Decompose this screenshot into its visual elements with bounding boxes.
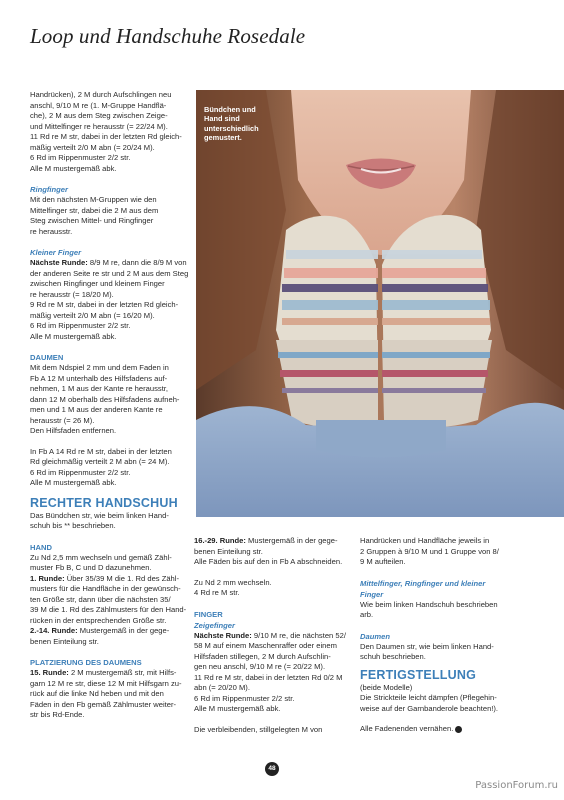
heading-daumen-rechts: Daumen (360, 631, 390, 641)
text-line: schuh beschrieben. (360, 652, 426, 661)
text-line: 6 Rd im Rippenmuster 2/2 str. (30, 153, 131, 162)
text-line: Steg zwischen Mittel- und Ringfinger (30, 216, 154, 225)
text-line: Den Daumen str, wie beim linken Hand- (360, 641, 494, 651)
daumen-text (30, 363, 190, 437)
text-line: Den Hilfsfaden entfernen. (30, 426, 117, 435)
text-line: weise auf der Garnbanderole beachten!). (360, 703, 499, 713)
page-title: Loop und Handschuhe Rosedale (30, 24, 306, 48)
text-line: abn (= 20/20 M). (194, 683, 250, 692)
text-line: 6 Rd im Rippenmuster 2/2 str. (30, 467, 131, 477)
text-line: anschl, 9/10 M re (1. M-Gruppe Handflä- (30, 100, 167, 110)
text-line: Die Strickteile leicht dämpfen (Pflegehin- (360, 693, 497, 702)
runde-1-text (30, 584, 190, 626)
text-line: che), 2 M aus dem Steg zwischen Zeige- (30, 111, 168, 120)
text-line: garn 12 M re str, diese 12 M mit Hilfsgarn zu- (30, 678, 182, 688)
intro-text (30, 90, 190, 174)
rechter-handschuh-text (30, 511, 190, 532)
text-line: rück auf die linke Nd heben und mit den (30, 689, 164, 698)
text-line: Alle M mustergemäß abk. (30, 478, 117, 487)
text-line: arb. (360, 610, 374, 619)
text-line: Finger (360, 589, 384, 599)
text-line: Mittelfinger str, dabei die 2 M aus dem (30, 205, 159, 215)
text-line: re herausstr (= 18/20 M). (30, 289, 114, 299)
text-line: 9 Rd re M str, dabei in der letzten Rd gleich- (30, 300, 179, 309)
fadenenden-text: Alle Fadenenden vernähen. (360, 724, 530, 735)
text-line: str bis Rd-Ende. (30, 710, 85, 719)
text-line: nehmen, 1 M aus der Kante re herausstr, (30, 384, 169, 393)
text-line: gemustert. (204, 133, 242, 143)
gruppen-text (360, 536, 530, 568)
text-line: 6 Rd im Rippenmuster 2/2 str. (194, 693, 295, 703)
heading-hand: HAND (30, 542, 52, 552)
text-line: Zu Nd 2 mm wechseln. (194, 577, 272, 587)
text-line: gen neu anschl, 9/10 M re (= 20/22 M). (194, 662, 326, 671)
mittel-ring-kleiner-text (360, 600, 530, 621)
column-middle (194, 536, 356, 735)
runde-16-29-first-line: 16.-29. Runde: Mustergemäß in der gege- (194, 536, 338, 545)
text-line: Handrücken), 2 M durch Aufschlingen neu (30, 90, 172, 99)
text-line: mäßig verteilt 2/0 M abn (= 16/20 M). (30, 310, 155, 320)
text-line: musters für die Handfläche in der gewünsch- (30, 584, 181, 593)
page-number: 48 (265, 762, 279, 776)
text-line: men und 1 M aus der anderen Kante re (30, 405, 163, 414)
text-line: 4 Rd re M str. (194, 588, 240, 597)
text-line: 9 M aufteilen. (360, 557, 406, 566)
heading-finger: FINGER (194, 609, 223, 619)
text-line: schuh bis ** beschrieben. (30, 521, 116, 530)
nadel-wechsel-text (194, 578, 356, 599)
runde-2-14-text (30, 637, 190, 648)
text-line: und Mittelfinger re herausstr (= 22/24 M). (30, 121, 168, 131)
kleiner-finger-first-line: Nächste Runde: 8/9 M re, dann die 8/9 M von (30, 258, 187, 267)
heading-platzierung-daumen: PLATZIERUNG DES DAUMENS (30, 658, 142, 667)
heading-kleiner-finger: Kleiner Finger (30, 248, 82, 257)
heading-zeigefinger: Zeigefinger (194, 620, 235, 630)
text-line: benen Einteilung str. (194, 546, 263, 556)
column-left (30, 90, 190, 721)
text-line: Fb A 12 M unterhalb des Hilfsfadens auf- (30, 373, 168, 383)
text-line: rücken in der entsprechenden Größe str. (30, 615, 167, 625)
text-line: Handrücken und Handfläche jeweils in (360, 536, 490, 545)
zeigefinger-text (194, 641, 356, 715)
heading-mittel-ring-kleiner (360, 578, 530, 600)
text-line: 11 Rd re M str, dabei in der letzten Rd 0/2 M (194, 672, 343, 682)
text-line: benen Einteilung str. (30, 636, 99, 646)
photo-knitted-mittens (196, 90, 564, 517)
text-line: Wie beim linken Handschuh beschrieben (360, 599, 498, 609)
daumen-rechts-text (360, 642, 530, 663)
text-line: Alle M mustergemäß abk. (30, 331, 117, 341)
text-line: 2 Gruppen à 9/10 M und 1 Gruppe von 8/ (360, 546, 499, 556)
text-line: der anderen Seite re str und 2 M aus dem Steg (30, 268, 189, 278)
text-line: herausstr (= 26 M). (30, 415, 95, 425)
text-line: dann 12 M oberhalb des Hilfsfadens aufneh- (30, 394, 180, 404)
end-mark-icon (455, 726, 462, 733)
text-line: re herausstr. (30, 226, 73, 236)
text-line: 58 M auf einem Maschenraffer oder einem (194, 641, 337, 650)
runde-15-first-line: 15. Runde: 2 M mustergemäß str, mit Hilfs- (30, 668, 177, 677)
zeigefinger-first-line: Nächste Runde: 9/10 M re, die nächsten 52/ (194, 630, 346, 640)
text-line: Fäden in den Fb gemäß Zählmuster weiter- (30, 699, 177, 709)
text-line: 11 Rd re M str, dabei in der letzten Rd gleich- (30, 132, 182, 141)
text-line: Hand sind (204, 114, 240, 124)
text-line: muster Fb B, C und D dazunehmen. (30, 563, 152, 572)
text-line: Alle Fäden bis auf den in Fb A abschneiden. (194, 557, 343, 566)
ringfinger-text (30, 195, 190, 237)
text-line: 39 M die 1. Rd des Zählmusters für den Hand- (30, 605, 187, 614)
text-line: Alle M mustergemäß abk. (194, 704, 281, 713)
text-line: Mittelfinger, Ringfinger und kleiner (360, 578, 486, 588)
text-line: 6 Rd im Rippenmuster 2/2 str. (30, 321, 131, 330)
column-right (360, 536, 530, 735)
text-line: Alle M mustergemäß abk. (30, 163, 117, 173)
heading-rechter-handschuh: RECHTER HANDSCHUH (30, 495, 178, 510)
daumen-text-2 (30, 447, 190, 489)
runde-15-text (30, 679, 190, 721)
hand-text (30, 553, 190, 574)
kleiner-finger-text (30, 269, 190, 343)
text-line: Hilfsfaden stillegen, 2 M durch Aufschlin- (194, 651, 331, 661)
text-line: Mit dem Ndspiel 2 mm und dem Faden in (30, 363, 169, 372)
text-line: ten Größe str, dann über die nächsten 35/ (30, 594, 171, 604)
runde-1-first-line: 1. Runde: Über 35/39 M die 1. Rd des Zähl- (30, 573, 179, 583)
text-line: zwischen Ringfinger und kleinem Finger (30, 279, 165, 288)
text-line: In Fb A 14 Rd re M str, dabei in der letzten (30, 446, 172, 456)
text-line: Das Bündchen str, wie beim linken Hand- (30, 510, 169, 520)
text-line: mäßig verteilt 2/0 M abn (= 20/24 M). (30, 142, 155, 152)
runde-16-29-text (194, 547, 356, 568)
photo-caption (204, 105, 259, 143)
text-line: Bündchen und (204, 105, 256, 114)
fertigstellung-sub: (beide Modelle) (360, 682, 413, 692)
verbleibende-text: Die verbleibenden, stillgelegten M von (194, 724, 323, 734)
fertigstellung-text (360, 693, 530, 714)
text-line: Mit den nächsten M-Gruppen wie den (30, 195, 157, 204)
text-line: Rd gleichmäßig verteilt 2 M abn (= 24 M). (30, 457, 170, 466)
runde-2-14-first-line: 2.-14. Runde: Mustergemäß in der gege- (30, 626, 170, 635)
text-line: unterschiedlich (204, 123, 259, 133)
heading-ringfinger: Ringfinger (30, 185, 68, 194)
watermark: PassionForum.ru (475, 780, 558, 791)
text-line: Zu Nd 2,5 mm wechseln und gemäß Zähl- (30, 552, 172, 562)
heading-daumen: DAUMEN (30, 353, 64, 362)
heading-fertigstellung: FERTIGSTELLUNG (360, 667, 476, 682)
